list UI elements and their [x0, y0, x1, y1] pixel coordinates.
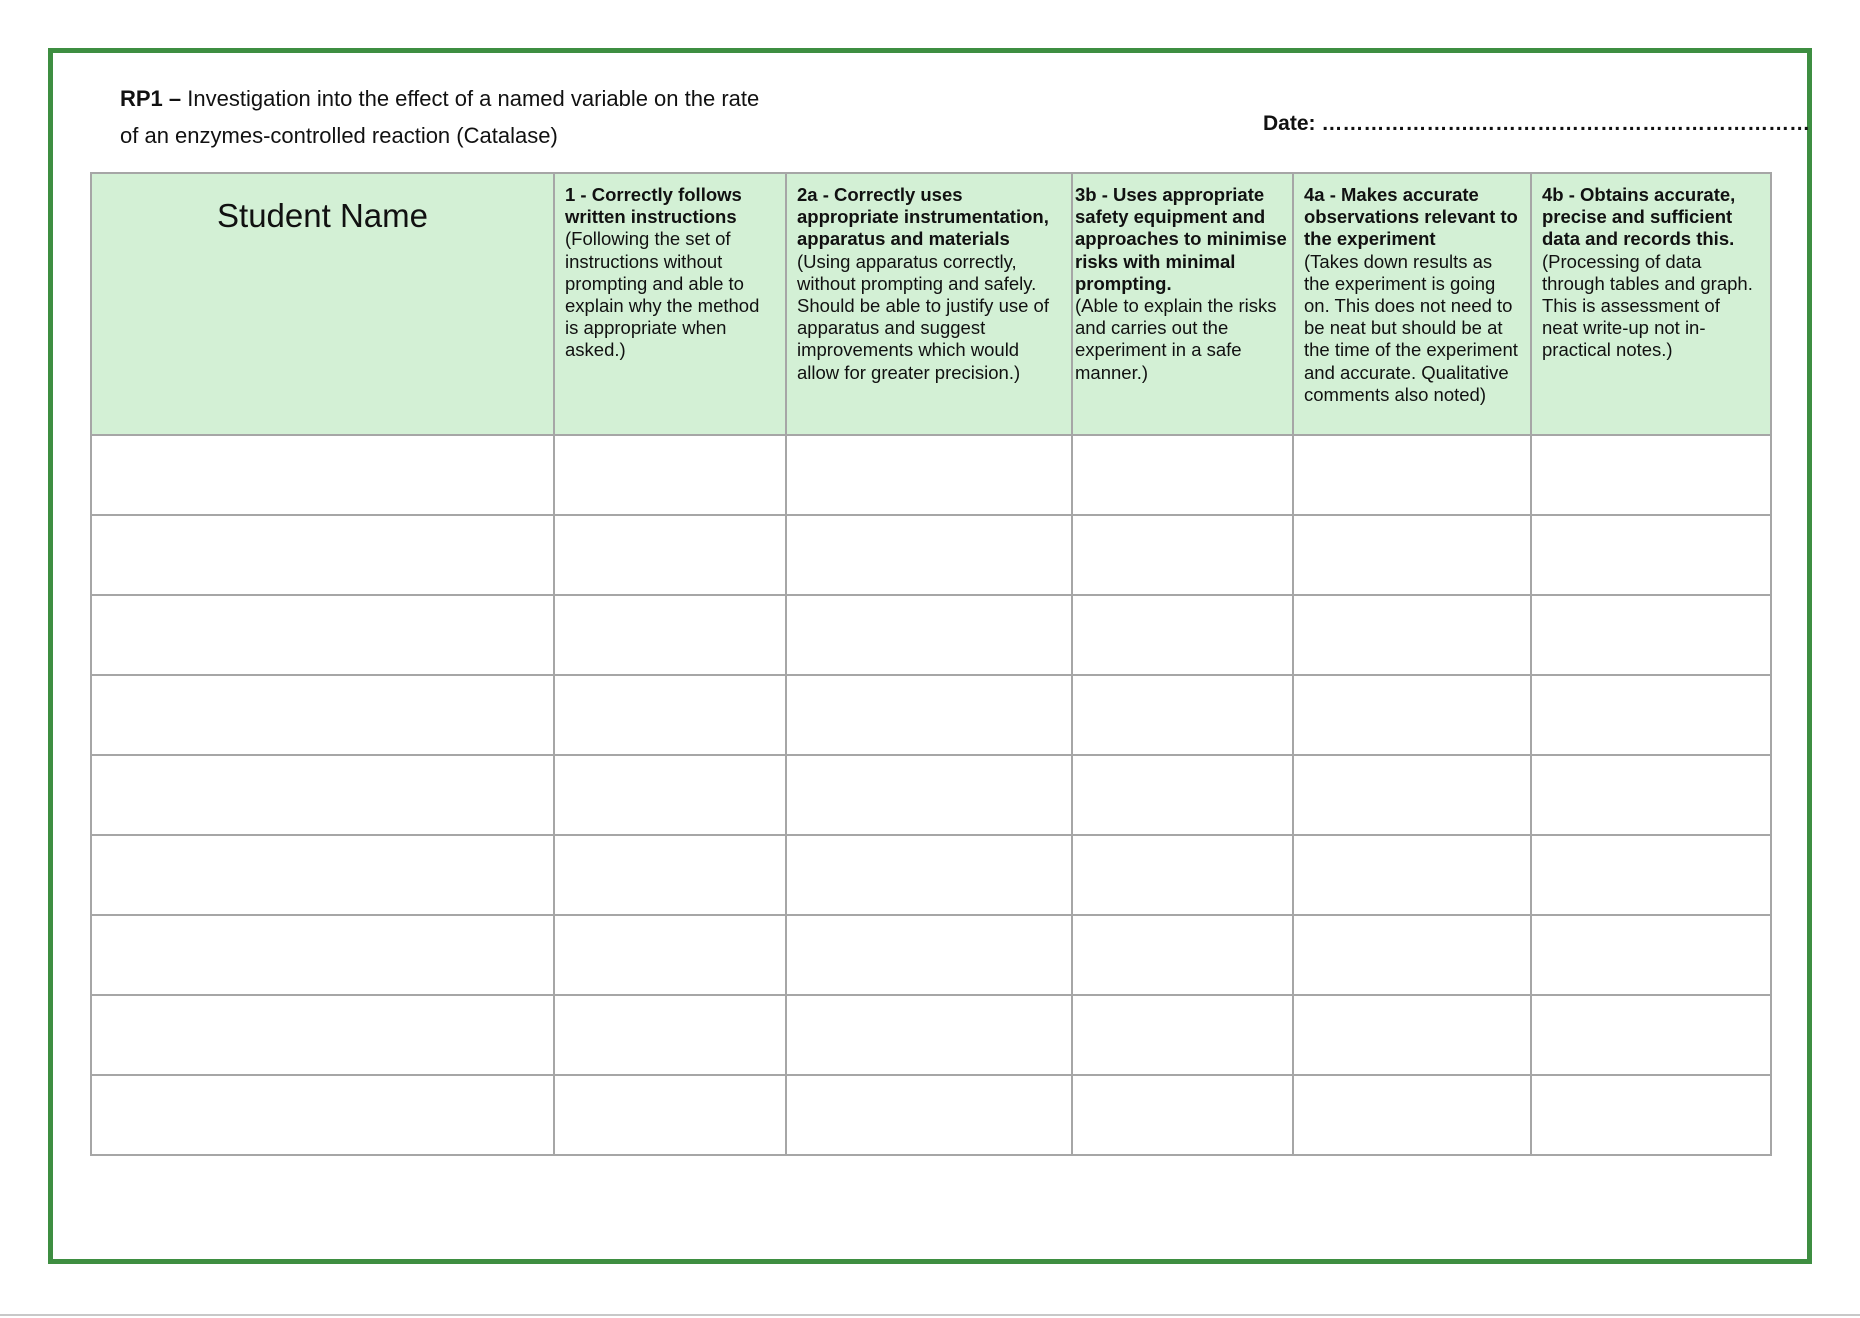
criterion-2a-cell[interactable] [786, 675, 1072, 755]
criterion-1-cell[interactable] [554, 1075, 786, 1155]
student-name-cell[interactable] [91, 675, 554, 755]
table-row [91, 1075, 1771, 1155]
student-name-cell[interactable] [91, 1075, 554, 1155]
table-row [91, 835, 1771, 915]
student-name-cell[interactable] [91, 595, 554, 675]
criterion-4b-cell[interactable] [1531, 835, 1771, 915]
table-row [91, 915, 1771, 995]
criterion-1-cell[interactable] [554, 435, 786, 515]
criterion-1-cell[interactable] [554, 835, 786, 915]
criterion-3b-cell[interactable] [1072, 1075, 1293, 1155]
page-bottom-divider [0, 1314, 1860, 1316]
criterion-2a-header [786, 173, 1072, 435]
criterion-3b-cell[interactable] [1072, 995, 1293, 1075]
criterion-3b-cell[interactable] [1072, 835, 1293, 915]
criterion-2a-cell[interactable] [786, 595, 1072, 675]
criterion-description: (Takes down results as the experiment is going on. This does not need to be neat but should be at the time of the experiment and accurate. Qualitative comments also noted) [1304, 250, 1518, 405]
criterion-4a-cell[interactable] [1293, 1075, 1531, 1155]
criterion-4a-cell[interactable] [1293, 435, 1531, 515]
criterion-4b-cell[interactable] [1531, 755, 1771, 835]
student-name-header: Student Name [91, 173, 554, 435]
criterion-2a-cell[interactable] [786, 915, 1072, 995]
criterion-description: (Using apparatus correctly, without prompting and safely. Should be able to justify use of apparatus and suggest improvements which would allow for greater precision.) [797, 250, 1049, 383]
criterion-2a-cell[interactable] [786, 995, 1072, 1075]
criterion-heading: 2a - Correctly uses appropriate instrumentation, apparatus and materials [797, 184, 1049, 250]
criterion-1-cell[interactable] [554, 995, 786, 1075]
assessment-table [90, 172, 1772, 1156]
criterion-heading: 1 - Correctly follows written instructions [565, 184, 742, 228]
criterion-3b-cell[interactable] [1072, 435, 1293, 515]
criterion-3b-cell[interactable] [1072, 915, 1293, 995]
criterion-3b-header [1072, 173, 1293, 435]
criterion-heading: 4b - Obtains accurate, precise and sufficient data and records this. [1542, 184, 1736, 250]
student-name-cell[interactable] [91, 755, 554, 835]
table-row [91, 595, 1771, 675]
criterion-4b-cell[interactable] [1531, 1075, 1771, 1155]
criterion-2a-cell[interactable] [786, 835, 1072, 915]
student-name-cell[interactable] [91, 515, 554, 595]
criterion-4a-cell[interactable] [1293, 835, 1531, 915]
criterion-4b-cell[interactable] [1531, 595, 1771, 675]
criterion-4b-cell[interactable] [1531, 435, 1771, 515]
criterion-1-cell[interactable] [554, 515, 786, 595]
criterion-description: (Able to explain the risks and carries out the experiment in a safe manner.) [1075, 295, 1277, 383]
criterion-1-cell[interactable] [554, 675, 786, 755]
title-text-1: Investigation into the effect of a named variable on the rate [181, 86, 760, 111]
criterion-4a-cell[interactable] [1293, 515, 1531, 595]
criterion-4b-cell[interactable] [1531, 675, 1771, 755]
criterion-2a-cell[interactable] [786, 515, 1072, 595]
student-name-cell[interactable] [91, 915, 554, 995]
criterion-2a-cell[interactable] [786, 435, 1072, 515]
criterion-1-cell[interactable] [554, 595, 786, 675]
criterion-heading: 4a - Makes accurate observations relevant to the experiment [1304, 184, 1518, 250]
criterion-4b-cell[interactable] [1531, 995, 1771, 1075]
criterion-4a-cell[interactable] [1293, 595, 1531, 675]
student-name-cell[interactable] [91, 995, 554, 1075]
criterion-2a-cell[interactable] [786, 755, 1072, 835]
criterion-4a-cell[interactable] [1293, 995, 1531, 1075]
criterion-3b-cell[interactable] [1072, 755, 1293, 835]
criterion-3b-cell[interactable] [1072, 595, 1293, 675]
table-row [91, 755, 1771, 835]
table-row [91, 995, 1771, 1075]
table-row [91, 675, 1771, 755]
criterion-1-header [554, 173, 786, 435]
practical-code: RP1 – [120, 86, 182, 111]
date-field[interactable]: Date: ………………….………………………………………… [1263, 112, 1811, 135]
criterion-4a-cell[interactable] [1293, 675, 1531, 755]
student-name-cell[interactable] [91, 835, 554, 915]
table-row [91, 435, 1771, 515]
table-header-row [91, 173, 1771, 435]
criterion-description: (Following the set of instructions without prompting and able to explain why the method is appropriate when asked.) [565, 228, 760, 361]
document-title [120, 80, 820, 154]
criterion-4a-header [1293, 173, 1531, 435]
criterion-4a-cell[interactable] [1293, 755, 1531, 835]
criterion-description: (Processing of data through tables and graph. This is assessment of neat write-up not in-practical notes.) [1542, 250, 1753, 361]
title-line-1 [120, 80, 820, 117]
table-row [91, 515, 1771, 595]
criterion-2a-cell[interactable] [786, 1075, 1072, 1155]
criterion-4b-cell[interactable] [1531, 515, 1771, 595]
criterion-4a-cell[interactable] [1293, 915, 1531, 995]
criterion-3b-cell[interactable] [1072, 675, 1293, 755]
student-name-cell[interactable] [91, 435, 554, 515]
title-line-2: of an enzymes-controlled reaction (Catalase) [120, 123, 558, 148]
criterion-1-cell[interactable] [554, 755, 786, 835]
criterion-1-cell[interactable] [554, 915, 786, 995]
criterion-3b-cell[interactable] [1072, 515, 1293, 595]
criterion-4b-cell[interactable] [1531, 915, 1771, 995]
criterion-4b-header [1531, 173, 1771, 435]
criterion-heading: 3b - Uses appropriate safety equipment and approaches to minimise risks with minimal prompting. [1075, 184, 1287, 294]
